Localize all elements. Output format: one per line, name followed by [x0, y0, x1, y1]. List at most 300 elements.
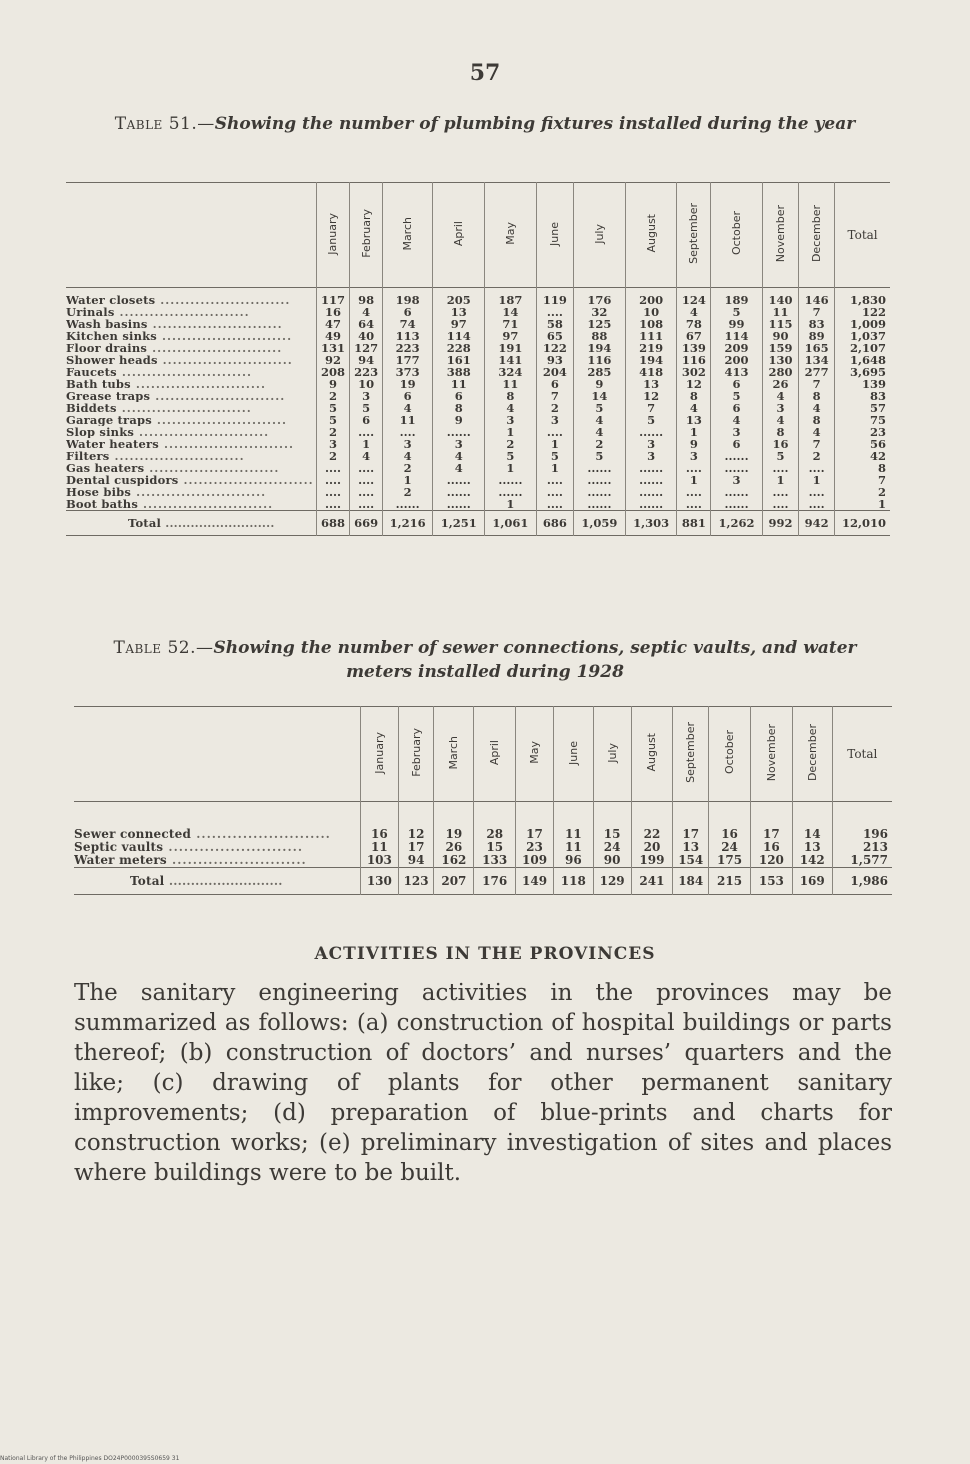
row-label: [66, 378, 316, 390]
row-total: 8: [835, 462, 890, 474]
table-52-caption: [80, 636, 890, 684]
cell-value: ....: [350, 486, 383, 498]
row-label: [66, 288, 316, 307]
cell-value: 134: [799, 354, 835, 366]
cell-value: 13: [433, 306, 485, 318]
cell-value: 194: [574, 342, 626, 354]
row-label-text: Wash basins: [66, 318, 148, 330]
cell-value: 177: [382, 354, 433, 366]
leader-dots: ..........................: [157, 354, 293, 366]
table-row: [66, 288, 890, 307]
cell-value: 7: [799, 306, 835, 318]
leader-dots: ..........................: [156, 330, 293, 342]
cell-value: 5: [625, 414, 677, 426]
month-header-label: May: [503, 222, 517, 245]
total-cell-value: 688: [316, 511, 350, 536]
cell-value: 11: [553, 841, 593, 854]
month-header-label: August: [645, 733, 659, 772]
cell-value: 98: [350, 288, 383, 307]
cell-value: 209: [711, 342, 763, 354]
cell-value: 418: [625, 366, 677, 378]
cell-value: ......: [625, 498, 677, 511]
table-row: [66, 474, 890, 486]
leader-dots: ..........................: [134, 426, 270, 438]
cell-value: 4: [350, 306, 383, 318]
cell-value: 24: [709, 841, 751, 854]
cell-value: 83: [799, 318, 835, 330]
cell-value: 4: [799, 402, 835, 414]
cell-value: 6: [433, 390, 485, 402]
cell-value: 219: [625, 342, 677, 354]
month-header-august: [631, 707, 673, 802]
cell-value: 111: [625, 330, 677, 342]
cell-value: 71: [485, 318, 537, 330]
cell-value: 324: [485, 366, 537, 378]
month-header-june: [553, 707, 593, 802]
row-label-text: Floor drains: [66, 342, 148, 354]
cell-value: 4: [382, 402, 433, 414]
table-row: [66, 462, 890, 474]
row-label-header: [74, 707, 360, 802]
month-header-label: May: [528, 741, 542, 764]
cell-value: 2: [316, 390, 350, 402]
leader-dots: ..........................: [164, 874, 283, 888]
table-row: [66, 354, 890, 366]
row-total: 83: [835, 390, 890, 402]
total-row-label-text: Total: [128, 516, 162, 530]
leader-dots: ..........................: [144, 462, 280, 474]
month-header-label: June: [566, 740, 580, 765]
cell-value: 5: [711, 306, 763, 318]
cell-value: 113: [382, 330, 433, 342]
cell-value: 3: [485, 414, 537, 426]
cell-value: ......: [433, 498, 485, 511]
row-label-text: Bath tubs: [66, 378, 131, 390]
cell-value: 4: [382, 450, 433, 462]
cell-value: 388: [433, 366, 485, 378]
table-row: [66, 414, 890, 426]
table-row: [66, 342, 890, 354]
cell-value: 120: [750, 854, 792, 868]
total-cell-value: 184: [673, 868, 709, 895]
month-header-label: March: [447, 735, 461, 770]
cell-value: 3: [382, 438, 433, 450]
row-total: 2: [835, 486, 890, 498]
cell-value: 199: [631, 854, 673, 868]
cell-value: 3: [711, 474, 763, 486]
cell-value: 4: [574, 414, 626, 426]
total-cell-value: 1,251: [433, 511, 485, 536]
table-52-body: [74, 802, 892, 895]
cell-value: 223: [382, 342, 433, 354]
cell-value: 28: [474, 802, 516, 842]
cell-value: 159: [762, 342, 798, 354]
cell-value: ......: [433, 426, 485, 438]
row-total: 42: [835, 450, 890, 462]
row-label: [66, 342, 316, 354]
leader-dots: ..........................: [131, 486, 267, 498]
cell-value: ......: [711, 462, 763, 474]
cell-value: 1: [799, 474, 835, 486]
cell-value: 65: [536, 330, 573, 342]
row-label: [66, 450, 316, 462]
total-cell-value: 1,061: [485, 511, 537, 536]
cell-value: 4: [433, 462, 485, 474]
page-number: 57: [469, 60, 501, 86]
cell-value: 47: [316, 318, 350, 330]
month-header-label: April: [488, 739, 502, 766]
grand-total: 12,010: [835, 511, 890, 536]
table-51-title: Showing the number of plumbing fixtures installed during the year: [214, 114, 856, 134]
table-51-body: [66, 288, 890, 536]
row-total: 1,648: [835, 354, 890, 366]
month-header-february: [350, 183, 383, 288]
cell-value: 11: [382, 414, 433, 426]
cell-value: 194: [625, 354, 677, 366]
row-label-text: Slop sinks: [66, 426, 135, 438]
cell-value: ......: [711, 486, 763, 498]
month-header-december: [799, 183, 835, 288]
cell-value: 133: [474, 854, 516, 868]
cell-value: 15: [474, 841, 516, 854]
cell-value: 130: [762, 354, 798, 366]
row-label-text: Water closets: [66, 293, 156, 306]
cell-value: 6: [536, 378, 573, 390]
cell-value: 4: [799, 426, 835, 438]
table-51-label: Table 51.—: [114, 114, 215, 134]
table-row: [66, 498, 890, 511]
footer-stamp: National Library of the Philippines DO24P0000395S0659 31: [0, 1455, 180, 1462]
cell-value: 2: [799, 450, 835, 462]
table-row: [74, 854, 892, 868]
cell-value: 13: [625, 378, 677, 390]
cell-value: 24: [593, 841, 631, 854]
cell-value: 189: [711, 288, 763, 307]
row-label-text: Gas heaters: [66, 462, 145, 474]
table-51-caption: [80, 112, 890, 136]
cell-value: 1: [382, 474, 433, 486]
cell-value: 20: [631, 841, 673, 854]
cell-value: 122: [536, 342, 573, 354]
cell-value: 10: [625, 306, 677, 318]
total-cell-value: 1,059: [574, 511, 626, 536]
cell-value: 3: [536, 414, 573, 426]
table-row: [66, 486, 890, 498]
cell-value: 26: [762, 378, 798, 390]
cell-value: ....: [316, 462, 350, 474]
month-header-may: [485, 183, 537, 288]
cell-value: 200: [711, 354, 763, 366]
row-label: [66, 438, 316, 450]
month-header-may: [516, 707, 554, 802]
cell-value: ....: [316, 498, 350, 511]
table-row: [66, 438, 890, 450]
row-total: 1,009: [835, 318, 890, 330]
sewer-connections-table: [74, 706, 892, 895]
cell-value: 14: [574, 390, 626, 402]
month-header-september: [677, 183, 711, 288]
cell-value: ....: [762, 498, 798, 511]
total-row-label-text: Total: [130, 874, 165, 888]
row-label-text: Water heaters: [66, 438, 159, 450]
total-row-label: [74, 868, 360, 895]
cell-value: 4: [433, 450, 485, 462]
cell-value: 103: [360, 854, 398, 868]
table-row: [66, 330, 890, 342]
cell-value: 67: [677, 330, 711, 342]
cell-value: 161: [433, 354, 485, 366]
month-header-november: [762, 183, 798, 288]
cell-value: 14: [792, 802, 832, 842]
month-header-november: [750, 707, 792, 802]
cell-value: 16: [762, 438, 798, 450]
cell-value: 96: [553, 854, 593, 868]
leader-dots: ..........................: [191, 827, 331, 841]
cell-value: 285: [574, 366, 626, 378]
cell-value: 114: [711, 330, 763, 342]
leader-dots: ..........................: [158, 438, 295, 450]
cell-value: 116: [574, 354, 626, 366]
total-cell-value: 169: [792, 868, 832, 895]
cell-value: ......: [574, 486, 626, 498]
cell-value: ......: [382, 498, 433, 511]
cell-value: 7: [799, 378, 835, 390]
total-column-header: Total: [832, 707, 892, 802]
leader-dots: ..........................: [116, 366, 252, 378]
total-cell-value: 1,303: [625, 511, 677, 536]
cell-value: 4: [677, 306, 711, 318]
table-row: [66, 318, 890, 330]
month-header-july: [593, 707, 631, 802]
row-total: 1,830: [835, 288, 890, 307]
cell-value: 16: [709, 802, 751, 842]
cell-value: ....: [799, 462, 835, 474]
cell-value: ......: [433, 474, 485, 486]
cell-value: 3: [711, 426, 763, 438]
month-header-label: July: [605, 742, 619, 763]
row-label-text: Water meters: [74, 854, 167, 867]
table-row: [66, 366, 890, 378]
row-label-text: Kitchen sinks: [66, 330, 157, 342]
leader-dots: ..........................: [161, 516, 275, 530]
cell-value: 10: [350, 378, 383, 390]
cell-value: 3: [762, 402, 798, 414]
row-total: 56: [835, 438, 890, 450]
cell-value: ......: [625, 474, 677, 486]
row-label: [66, 426, 316, 438]
cell-value: 127: [350, 342, 383, 354]
total-cell-value: 1,262: [711, 511, 763, 536]
cell-value: ....: [536, 474, 573, 486]
cell-value: 117: [316, 288, 350, 307]
cell-value: 204: [536, 366, 573, 378]
row-label-text: Faucets: [66, 366, 117, 378]
cell-value: ....: [799, 498, 835, 511]
cell-value: 2: [536, 402, 573, 414]
total-row-label: [66, 511, 316, 536]
leader-dots: ..........................: [150, 390, 286, 402]
cell-value: ....: [350, 474, 383, 486]
cell-value: 6: [382, 306, 433, 318]
table-52-title: Showing the number of sewer connections, septic vaults, and water meters installed during 1928: [213, 638, 857, 682]
month-header-label: April: [452, 220, 466, 247]
cell-value: 228: [433, 342, 485, 354]
cell-value: 140: [762, 288, 798, 307]
row-label: [66, 474, 316, 486]
row-total: 75: [835, 414, 890, 426]
month-header-january: [360, 707, 398, 802]
cell-value: 12: [398, 802, 434, 842]
row-label: [66, 306, 316, 318]
total-column-header: Total: [835, 183, 890, 288]
cell-value: 49: [316, 330, 350, 342]
row-total: 57: [835, 402, 890, 414]
cell-value: 1: [485, 426, 537, 438]
cell-value: 26: [434, 841, 474, 854]
cell-value: 22: [631, 802, 673, 842]
table-row: [66, 426, 890, 438]
cell-value: 8: [485, 390, 537, 402]
leader-dots: ..........................: [178, 474, 314, 486]
month-header-september: [673, 707, 709, 802]
cell-value: 9: [677, 438, 711, 450]
month-header-february: [398, 707, 434, 802]
cell-value: 5: [536, 450, 573, 462]
cell-value: 2: [316, 450, 350, 462]
row-label: [66, 498, 316, 511]
cell-value: 11: [485, 378, 537, 390]
total-row: [74, 868, 892, 895]
row-label: [66, 354, 316, 366]
cell-value: ....: [536, 486, 573, 498]
cell-value: 99: [711, 318, 763, 330]
cell-value: 5: [316, 402, 350, 414]
cell-value: ......: [574, 462, 626, 474]
leader-dots: ..........................: [163, 841, 304, 854]
cell-value: 7: [799, 438, 835, 450]
cell-value: 17: [750, 802, 792, 842]
cell-value: ......: [625, 462, 677, 474]
cell-value: ....: [382, 426, 433, 438]
cell-value: ......: [625, 426, 677, 438]
total-cell-value: 215: [709, 868, 751, 895]
cell-value: ......: [433, 486, 485, 498]
cell-value: ......: [574, 474, 626, 486]
cell-value: 165: [799, 342, 835, 354]
month-header-label: October: [730, 211, 744, 256]
cell-value: 4: [711, 414, 763, 426]
cell-value: 9: [433, 414, 485, 426]
cell-value: 11: [433, 378, 485, 390]
table-52-label: Table 52.—: [113, 638, 214, 658]
row-total: 1,577: [832, 854, 892, 868]
cell-value: 141: [485, 354, 537, 366]
cell-value: 1: [536, 438, 573, 450]
cell-value: 124: [677, 288, 711, 307]
month-header-label: September: [687, 203, 701, 264]
cell-value: 162: [434, 854, 474, 868]
month-header-label: January: [326, 212, 340, 255]
cell-value: 94: [350, 354, 383, 366]
cell-value: ....: [350, 462, 383, 474]
cell-value: 280: [762, 366, 798, 378]
cell-value: 5: [762, 450, 798, 462]
cell-value: 97: [433, 318, 485, 330]
cell-value: 125: [574, 318, 626, 330]
month-header-october: [709, 707, 751, 802]
row-label: [66, 330, 316, 342]
month-header-label: October: [723, 730, 737, 775]
cell-value: 74: [382, 318, 433, 330]
month-header-label: February: [409, 728, 423, 777]
cell-value: 223: [350, 366, 383, 378]
table-row: [66, 402, 890, 414]
month-header-october: [711, 183, 763, 288]
leader-dots: ..........................: [130, 378, 266, 390]
row-label-text: Shower heads: [66, 354, 158, 366]
total-cell-value: 992: [762, 511, 798, 536]
cell-value: 12: [625, 390, 677, 402]
cell-value: ......: [574, 498, 626, 511]
cell-value: ......: [625, 486, 677, 498]
leader-dots: ..........................: [138, 498, 274, 511]
cell-value: 1: [350, 438, 383, 450]
cell-value: 187: [485, 288, 537, 307]
row-total: 213: [832, 841, 892, 854]
cell-value: 23: [516, 841, 554, 854]
table-row: [66, 450, 890, 462]
row-label: [66, 414, 316, 426]
cell-value: 89: [799, 330, 835, 342]
cell-value: 5: [350, 402, 383, 414]
month-header-label: September: [684, 722, 698, 783]
month-header-august: [625, 183, 677, 288]
month-header-june: [536, 183, 573, 288]
cell-value: 3: [625, 438, 677, 450]
total-cell-value: 207: [434, 868, 474, 895]
cell-value: 4: [485, 402, 537, 414]
row-label-text: Biddets: [66, 402, 117, 414]
month-header-label: December: [810, 204, 824, 263]
cell-value: 205: [433, 288, 485, 307]
cell-value: 9: [316, 378, 350, 390]
month-header-label: February: [359, 209, 373, 258]
cell-value: 8: [433, 402, 485, 414]
cell-value: 32: [574, 306, 626, 318]
cell-value: ....: [350, 426, 383, 438]
cell-value: 114: [433, 330, 485, 342]
cell-value: 131: [316, 342, 350, 354]
cell-value: 3: [350, 390, 383, 402]
total-cell-value: 686: [536, 511, 573, 536]
row-label-text: Garage traps: [66, 414, 152, 426]
leader-dots: ..........................: [116, 402, 252, 414]
cell-value: 2: [382, 486, 433, 498]
total-cell-value: 881: [677, 511, 711, 536]
body-paragraph: The sanitary engineering activities in the provinces may be summarized as follows: (a) construction of hospital buildings or parts thereof; (b) construction of doctors’ and nurses’ quarters and the like; (c) drawing of plants for other permanent sanitary improvements; (d) preparation of blue-prints and charts for construction works; (e) preliminary investigation of sites and places where buildings were to be built.: [74, 980, 892, 1186]
row-label-text: Grease traps: [66, 390, 151, 402]
row-label-text: Hose bibs: [66, 486, 132, 498]
cell-value: 119: [536, 288, 573, 307]
cell-value: 78: [677, 318, 711, 330]
cell-value: 302: [677, 366, 711, 378]
cell-value: 1: [485, 462, 537, 474]
cell-value: 19: [434, 802, 474, 842]
row-total: 122: [835, 306, 890, 318]
row-total: 196: [832, 802, 892, 842]
row-total: 23: [835, 426, 890, 438]
cell-value: 373: [382, 366, 433, 378]
